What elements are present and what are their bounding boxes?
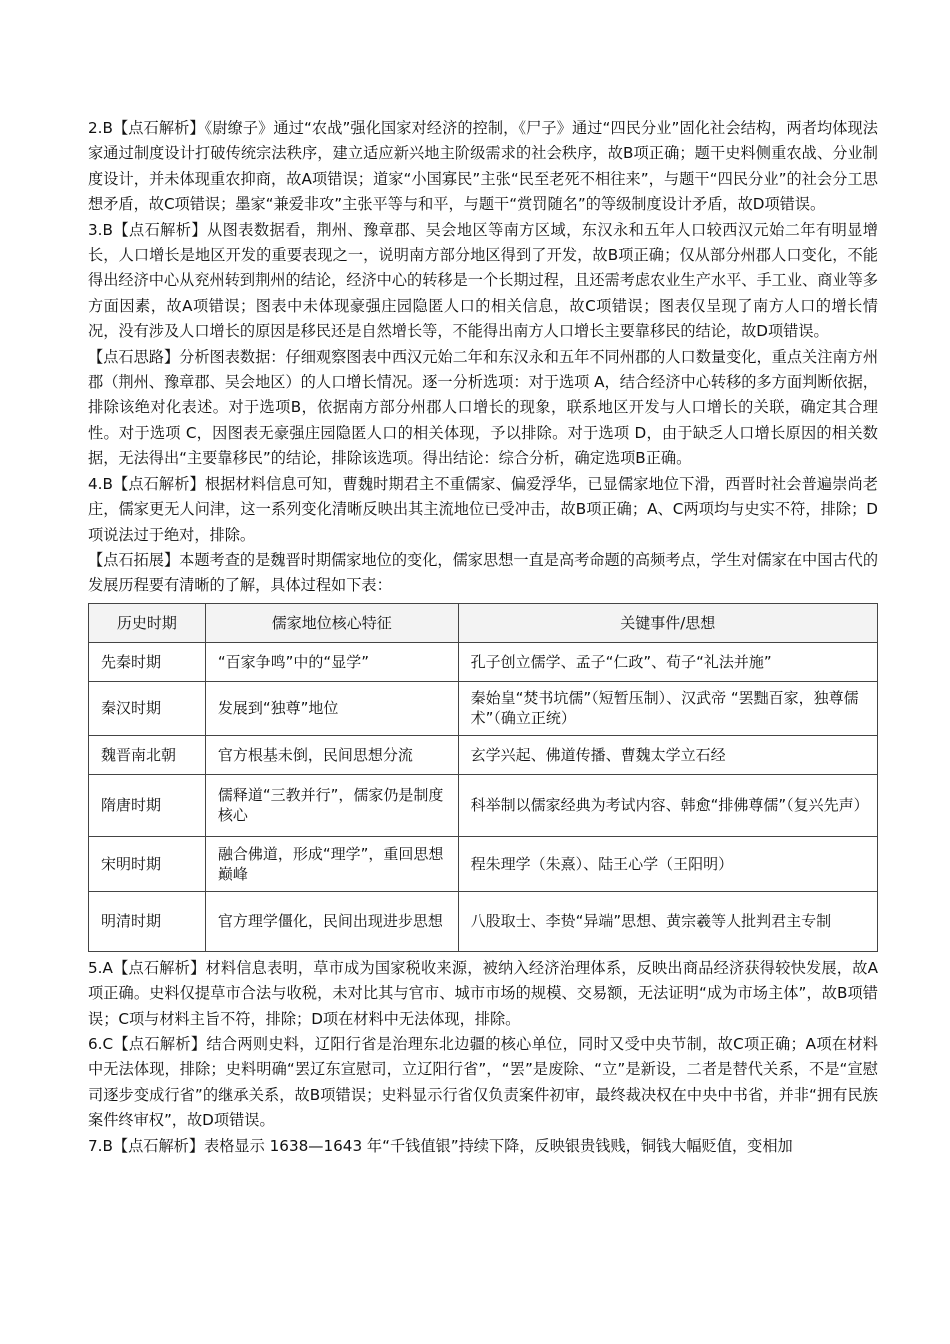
answer-2-explanation: 2.B【点石解析】《尉缭子》通过“农战”强化国家对经济的控制，《尸子》通过“四民分业”固化社会结构，两者均体现法家通过制度设计打破传统宗法秩序，建立适应新兴地主阶级需求的社会秩序，故B项正确；题干史料侧重农战、分业制度设计，并未体现重农抑商，故A项错误；道家“小国寡民”主张“民至老死不相往来”，与题干“四民分业”的社会分工思想矛盾，故C项错误；墨家“兼爱非攻”主张平等与和平，与题干“赏罚随名”的等级制度设计矛盾，故D项错误。 — [88, 119, 878, 214]
cell-period: 明清时期 — [89, 891, 206, 951]
table-row — [89, 681, 878, 735]
answer-explanation-page — [88, 116, 878, 1159]
cell-status: 官方理学僵化，民间出现进步思想 — [205, 891, 458, 951]
cell-events: 玄学兴起、佛道传播、曹魏太学立石经 — [458, 735, 877, 774]
table-header-row — [89, 603, 878, 642]
answer-4-explanation: 4.B【点石解析】根据材料信息可知，曹魏时期君主不重儒家、偏爱浮华，已显儒家地位下滑，西晋时社会普遍崇尚老庄，儒家更无人问津，这一系列变化清晰反映出其主流地位已受冲击，故B项正确；A、C两项均与史实不符，排除；D项说法过于绝对，排除。 — [88, 474, 878, 544]
cell-status: 发展到“独尊”地位 — [205, 681, 458, 735]
answer-5-explanation: 5.A【点石解析】材料信息表明，草市成为国家税收来源，被纳入经济治理体系，反映出商品经济获得较快发展，故A项正确。史料仅提草市合法与收税，未对比其与官市、城市市场的规模、交易额，无法证明“成为市场主体”，故B项错误；C项与材料主旨不符，排除；D项在材料中无法体现，排除。 — [88, 958, 878, 1028]
answer-3-thinking: 【点石思路】分析图表数据：仔细观察图表中西汉元始二年和东汉永和五年不同州郡的人口数量变化，重点关注南方州郡（荆州、豫章郡、吴会地区）的人口增长情况。逐一分析选项：对于选项 A，结合经济中心转移的多方面判断依据，排除该绝对化表述。对于选项B，依据南方部分州郡人口增长的现象，联系地区开发与人口增长的关联，确定其合理性。对于选项 C，因图表无豪强庄园隐匿人口的相关体现，予以排除。对于选项 D，由于缺乏人口增长原因的相关数据，无法得出“主要靠移民”的结论，排除该选项。得出结论：综合分析，确定选项B正确。 — [88, 347, 878, 468]
cell-status: “百家争鸣”中的“显学” — [205, 642, 458, 681]
table-row — [89, 891, 878, 951]
table-row — [89, 642, 878, 681]
cell-status: 融合佛道，形成“理学”，重回思想巅峰 — [205, 836, 458, 891]
cell-events: 程朱理学（朱熹）、陆王心学（王阳明） — [458, 836, 877, 891]
table-row — [89, 735, 878, 774]
cell-status: 官方根基未倒，民间思想分流 — [205, 735, 458, 774]
cell-period: 秦汉时期 — [89, 681, 206, 735]
table-row — [89, 774, 878, 836]
cell-period: 宋明时期 — [89, 836, 206, 891]
header-status: 儒家地位核心特征 — [205, 603, 458, 642]
cell-events: 秦始皇“焚书坑儒”（短暂压制）、汉武帝 “罢黜百家，独尊儒术”（确立正统） — [458, 681, 877, 735]
answer-4-extension: 【点石拓展】本题考查的是魏晋时期儒家地位的变化，儒家思想一直是高考命题的高频考点，学生对儒家在中国古代的发展历程要有清晰的了解，具体过程如下表： — [88, 550, 878, 595]
header-events: 关键事件/思想 — [458, 603, 877, 642]
cell-events: 科举制以儒家经典为考试内容、韩愈“排佛尊儒”（复兴先声） — [458, 774, 877, 836]
cell-period: 先秦时期 — [89, 642, 206, 681]
answer-3-explanation: 3.B【点石解析】从图表数据看，荆州、豫章郡、吴会地区等南方区域，东汉永和五年人口较西汉元始二年有明显增长，人口增长是地区开发的重要表现之一，说明南方部分地区得到了开发，故B项正确；仅从部分州郡人口变化，不能得出经济中心从兖州转到荆州的结论，经济中心的转移是一个长期过程，且还需考虑农业生产水平、手工业、商业等多方面因素，故A项错误；图表中未体现豪强庄园隐匿人口的相关信息，故C项错误；图表仅呈现了南方人口的增长情况，没有涉及人口增长的原因是移民还是自然增长等，不能得出南方人口增长主要靠移民的结论，故D项错误。 — [88, 220, 878, 341]
cell-status: 儒释道“三教并行”，儒家仍是制度核心 — [205, 774, 458, 836]
answer-7-explanation: 7.B【点石解析】表格显示 1638—1643 年“千钱值银”持续下降，反映银贵钱贱，铜钱大幅贬值，变相加 — [88, 1136, 793, 1155]
table-row — [89, 836, 878, 891]
answer-6-explanation: 6.C【点石解析】结合两则史料，辽阳行省是治理东北边疆的核心单位，同时又受中央节制，故C项正确；A项在材料中无法体现，排除；史料明确“罢辽东宣慰司，立辽阳行省”，“罢”是废除、“立”是新设，二者是替代关系，不是“宣慰司逐步变成行省”的继承关系，故B项错误；史料显示行省仅负责案件初审，最终裁决权在中央中书省，并非“拥有民族案件终审权”，故D项错误。 — [88, 1034, 878, 1130]
cell-period: 隋唐时期 — [89, 774, 206, 836]
confucianism-development-table — [88, 603, 878, 952]
cell-events: 八股取士、李贽“异端”思想、黄宗羲等人批判君主专制 — [458, 891, 877, 951]
cell-period: 魏晋南北朝 — [89, 735, 206, 774]
header-period: 历史时期 — [89, 603, 206, 642]
cell-events: 孔子创立儒学、孟子“仁政”、荀子“礼法并施” — [458, 642, 877, 681]
